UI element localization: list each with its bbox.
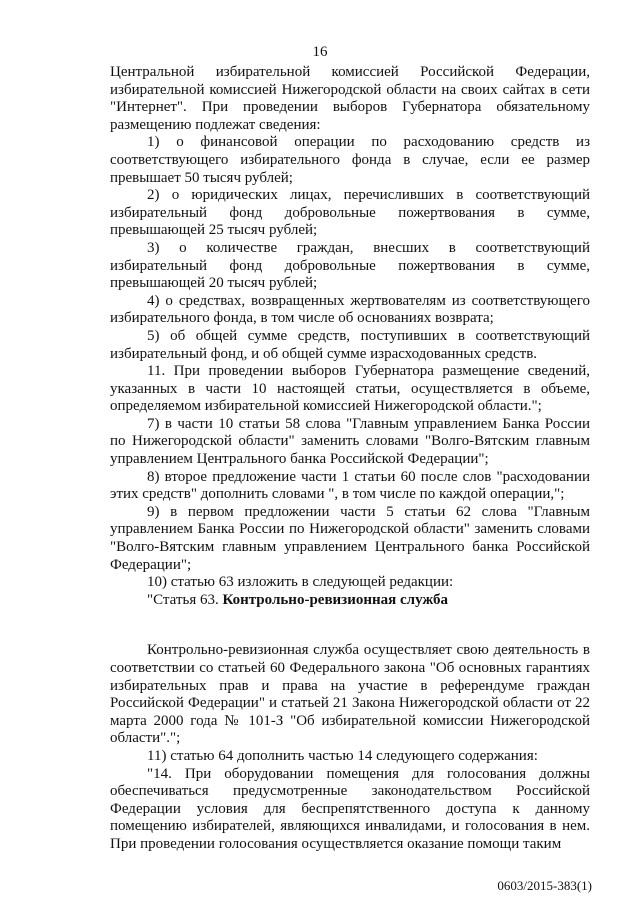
article-heading-prefix: "Статья 63. <box>147 591 223 608</box>
article-63-body: Контрольно-ревизионная служба осуществляет свою деятельность в соответствии со статьей 60 Федерального закона "Об основных гарантиях избирательных прав и права на участие в референдуме граждан Российской Федерации" и статьей 21 Закона Нижегородской области от 22 марта 2000 года № 101-З "Об избирательной комиссии Нижегородской области"."; <box>110 642 590 747</box>
article-heading-title: Контрольно-ревизионная служба <box>222 591 449 608</box>
list-item-4: 4) о средствах, возвращенных жертвователям из соответствующего избирательного фонда, в том числе об основаниях возврата; <box>110 292 590 327</box>
document-code: 0603/2015-383(1) <box>497 878 592 893</box>
amendment-9: 9) в первом предложении части 5 статьи 62 слова "Главным управлением Банка России по Нижегородской области" заменить словами "Волго-Вятским главным управлением Центрального банка Российской Федерации"; <box>110 503 590 573</box>
clause-11: 11. При проведении выборов Губернатора размещение сведений, указанных в части 10 настоящей статьи, осуществляется в объеме, определяемом избирательной комиссией Нижегородской области."; <box>110 363 590 415</box>
amendment-8: 8) второе предложение части 1 статьи 60 после слов "расходовании этих средств" дополнить словами ", в том числе по каждой операции,"; <box>110 468 590 503</box>
list-item-5: 5) об общей сумме средств, поступивших в соответствующий избирательный фонд, и об общей сумме израсходованных средств. <box>110 327 590 362</box>
list-item-1: 1) о финансовой операции по расходованию средств из соответствующего избирательного фонда в случае, если ее размер превышает 50 тысяч рублей; <box>110 134 590 186</box>
amendment-10: 10) статью 63 изложить в следующей редакции: <box>147 574 454 591</box>
document-body <box>110 64 590 854</box>
article-heading <box>110 592 590 610</box>
list-item-3: 3) о количестве граждан, внесших в соответствующий избирательный фонд добровольные пожертвования в сумме, превышающей 20 тысяч рублей; <box>110 239 590 292</box>
list-item-2: 2) о юридических лицах, перечисливших в соответствующий избирательный фонд добровольные пожертвования в сумме, превышающей 25 тысяч рублей; <box>110 187 590 239</box>
page-number: 16 <box>312 44 328 60</box>
amendment-7: 7) в части 10 статьи 58 слова "Главным управлением Банка России по Нижегородской области" заменить словами "Волго-Вятским главным управлением Центрального банка Российской Федерации"; <box>110 415 590 468</box>
paragraph-continuation: Центральной избирательной комиссией Российской Федерации, избирательной комиссией Нижегородской области на своих сайтах в сети "Интернет". При проведении выборов Губернатора обязательному размещению подлежат сведения: <box>110 64 590 133</box>
clause-14: "14. При оборудовании помещения для голосования должны обеспечиваться предусмотренные законодательством Российской Федерации условия для беспрепятственного доступа к данному помещению избирателей, являющихся инвалидами, и голосования в нем. При проведении голосования осуществляется оказание помощи таким <box>110 765 590 852</box>
amendment-11: 11) статью 64 дополнить частью 14 следующего содержания: <box>147 747 538 764</box>
